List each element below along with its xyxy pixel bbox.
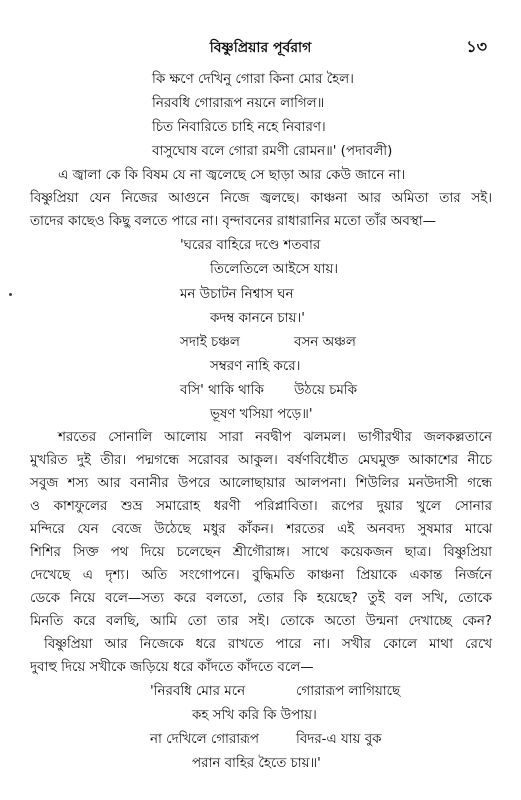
prose-line: মিনতি করে বলছি, আমি তো তার সই। তোকে অতো উন্মনা দেখাচ্ছে কেন? <box>30 614 492 629</box>
verse-line: ভূষণ খসিয়া পড়ে॥' <box>210 407 313 422</box>
verse-line: বিদর-এ যায় বুক <box>296 732 382 747</box>
prose-line: মুখরিত দুই তীর। পদ্মগন্ধে সরোবর আকুল। বর্ষণবিধৌত মেঘমুক্ত আকাশের নীচে <box>30 453 492 468</box>
verse-line: 'ঘরের বাহিরে দণ্ডে শতবার <box>180 238 321 253</box>
prose-line: এ জ্বালা কে কি বিষম যে না জ্বলেছে সে ছাড়া আর কেউ জানে না। <box>58 168 406 183</box>
verse-line: কহ সখি করি কি উপায়। <box>192 708 317 723</box>
prose-line: মন্দিরে যেন বেজে উঠেছে মধুর কাঁকন। শরতের এই অনবদ্য সুষমার মাঝে <box>30 522 492 537</box>
prose-line: শরতের সোনালি আলোয় সারা নবদ্বীপ ঝলমল। ভাগীরথীর জলকল্লতানে <box>58 430 492 445</box>
verse-line: বসন অঞ্চল <box>294 335 356 350</box>
verse-line: উঠয়ে চমকি <box>294 383 357 398</box>
prose-line: ও কাশফুলের শুভ্র সমারোহ ধরণী পরিপ্লাবিতা। রূপের দুয়ার খুলে সোনার <box>30 499 492 514</box>
verse-line: সদাই চঞ্চল <box>180 335 240 350</box>
verse-line: না দেখিলে গোরারূপ <box>150 732 260 747</box>
verse-line: গোরারূপ লাগিয়াছে <box>296 684 401 699</box>
running-header: বিষ্ণুপ্রিয়ার পূর্বরাগ <box>209 40 312 56</box>
verse-line: বসি' থাকি থাকি <box>180 383 264 398</box>
margin-speck <box>9 293 12 296</box>
page-number: ১৩ <box>466 37 487 56</box>
prose-line: বিষ্ণুপ্রিয়া যেন নিজের আগুনে নিজে জ্বলছে। কাঞ্চনা আর অমিতা তার সই। <box>30 191 492 206</box>
verse-line: 'নিরবধি মোর মনে <box>150 684 246 699</box>
verse-line: পরান বাহির হৈতে চায়॥' <box>192 756 321 771</box>
prose-line: সবুজ শস্য আর বনানীর উপরে আলোছায়ার আলপনা। শিউলির মনউদাসী গন্ধে <box>30 476 492 491</box>
verse-line: নিরবধি গোরারূপ নয়নে লাগিল॥ <box>152 96 325 111</box>
verse-line: তিলেতিলে আইসে যায়। <box>210 262 339 277</box>
prose-line: বিষ্ণুপ্রিয়া আর নিজেকে ধরে রাখতে পারে না। সখীর কোলে মাথা রেখে <box>44 637 492 652</box>
verse-line: বাসুঘোষ বলে গোরা রমণী রোমন॥' (পদাবলী) <box>152 144 393 159</box>
prose-line: দুবাহু দিয়ে সখীকে জড়িয়ে ধরে কাঁদতে কাঁদতে বলে— <box>30 660 314 675</box>
verse-line: কি ক্ষণে দেখিনু গোরা কিনা মোর হৈল। <box>152 72 354 87</box>
prose-line: শিশির সিক্ত পথ দিয়ে চলেছেন শ্রীগৌরাঙ্গ। সাথে কয়েকজন ছাত্র। বিষ্ণুপ্রিয়া <box>30 545 492 560</box>
prose-line: ডেকে নিয়ে বলে—সত্য করে বলতো, তোর কি হয়েছে? তুই বল সখি, তোকে <box>30 591 492 606</box>
prose-line: দেখেছে এ দৃশ্য। অতি সংগোপনে। বুদ্ধিমতি কাঞ্চনা প্রিয়াকে একান্ত নির্জনে <box>30 568 492 583</box>
verse-line: কদম্ব কাননে চায়।' <box>210 311 305 326</box>
verse-line: সম্বরণ নাহি করে। <box>210 359 301 374</box>
verse-line: চিত নিবারিতে চাহি নহে নিবারণ। <box>152 120 326 135</box>
prose-line: তাদের কাছেও কিছু বলতে পারে না। বৃন্দাবনের রাধারানির মতো তাঁর অবস্থা— <box>30 214 437 229</box>
verse-line: মন উচাটন নিশ্বাস ঘন <box>180 287 294 302</box>
